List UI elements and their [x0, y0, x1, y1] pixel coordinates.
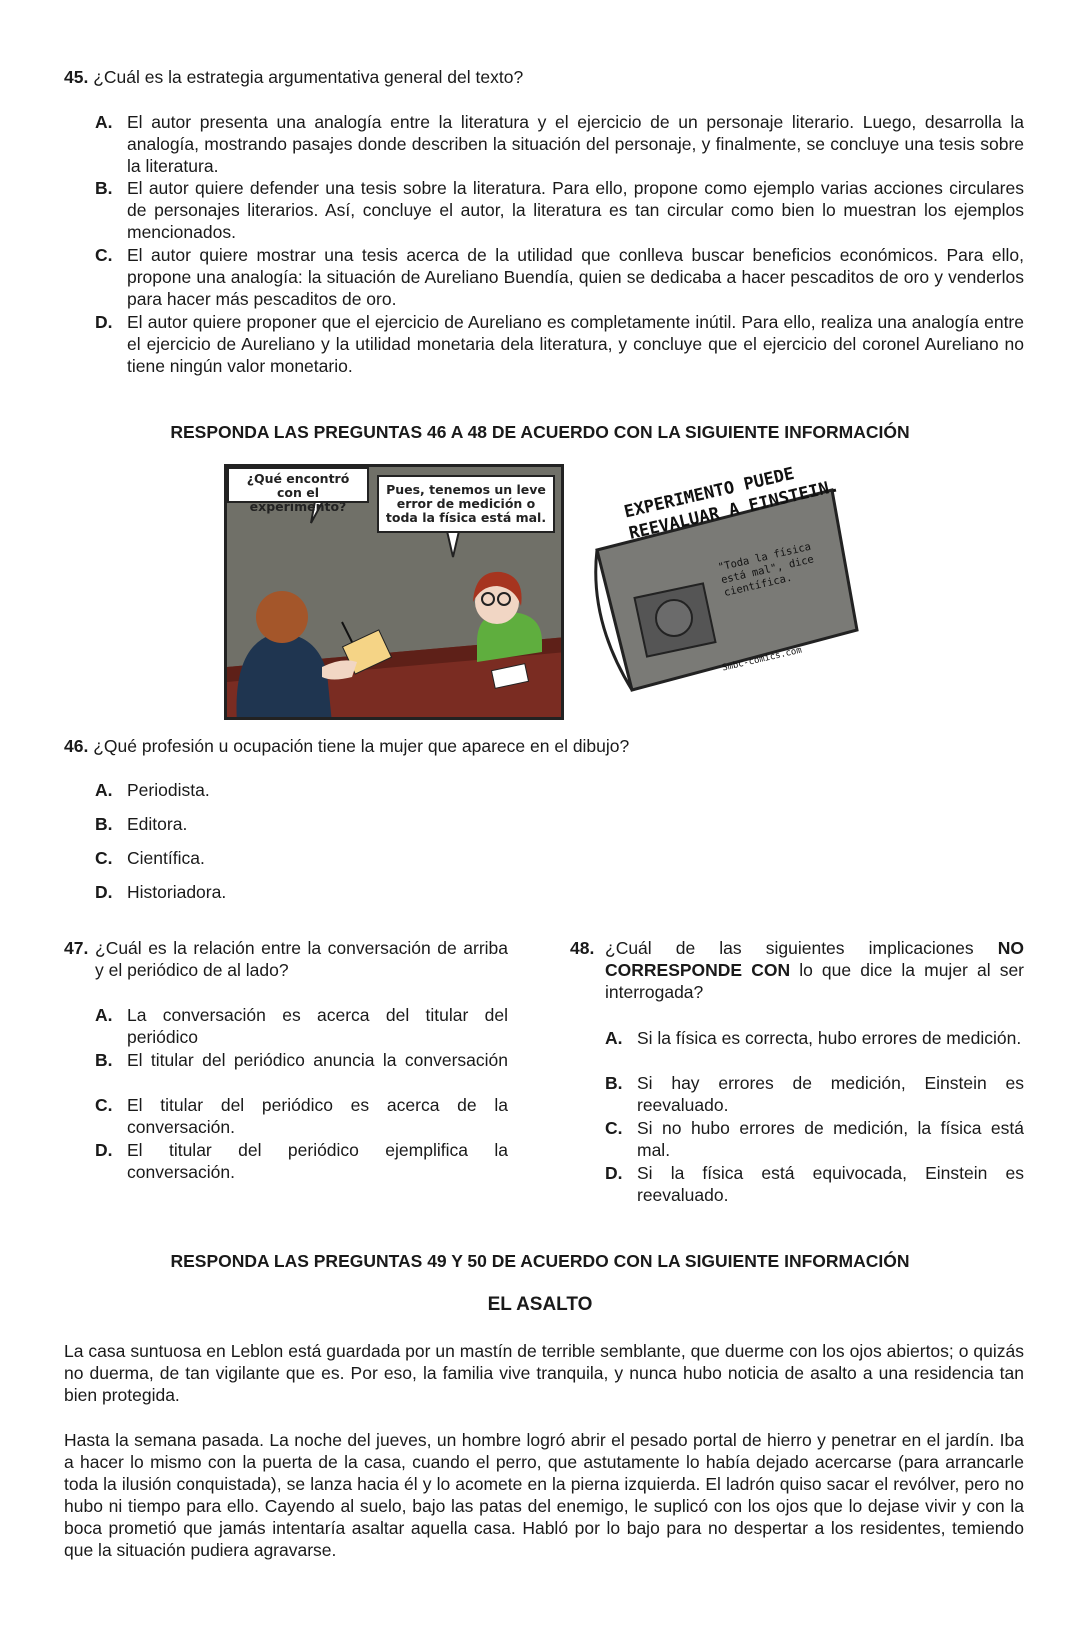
- newspaper-illustration: [592, 463, 862, 710]
- newspaper-quote: "Toda la física está mal", dice científica.: [717, 540, 816, 600]
- question-number: 45.: [64, 67, 89, 87]
- option-text: Historiadora.: [127, 882, 227, 902]
- option-46-c[interactable]: [95, 847, 495, 869]
- option-text: Periodista.: [127, 780, 210, 800]
- question-number: 46.: [64, 736, 89, 756]
- option-45-c[interactable]: [95, 244, 1024, 310]
- question-48: [570, 937, 1024, 1003]
- option-text: El autor quiere proponer que el ejercicio de Aureliano es completamente inútil. Para ello, realiza una analogía entre el ejercicio de Aureliano y la utilidad monetaria dela literatura, y concluye que el ejercicio del coronel Aureliano no tiene ningún valor monetario.: [127, 312, 1024, 376]
- option-47-c[interactable]: [95, 1094, 508, 1138]
- option-text: El autor presenta una analogía entre la literatura y el ejercicio de un personaje literario. Luego, desarrolla la analogía, mostrando pasajes donde describen la situación del personaje, y finalmente, se concluye una tesis sobre la literatura.: [127, 112, 1024, 176]
- section-heading-46-48: RESPONDA LAS PREGUNTAS 46 A 48 DE ACUERDO CON LA SIGUIENTE INFORMACIÓN: [170, 422, 910, 442]
- option-text: El titular del periódico es acerca de la conversación.: [127, 1095, 508, 1137]
- option-letter: D.: [95, 312, 113, 332]
- story-paragraph-2: Hasta la semana pasada. La noche del jueves, un hombre logró abrir el pesado portal de hierro y penetrar en el jardín. Iba a hacer lo mismo con la puerta de la casa, cuando el perro, que astutamente lo había dejado acercarse (para arrancarle toda la ilusión conquistada), se lanza hacia él y lo acomete en la pierna izquierda. El ladrón quiso sacar el revólver, pero no hubo ni tiempo para ello. Cayendo al suelo, bajo las patas del enemigo, le suplicó con los ojos que lo dejase vivir y con la boca prometió que jamás intentaría asaltar aquella casa. Habló por lo bajo para no despertar a los residentes, temiendo que la situación pudiera agravarse.: [64, 1430, 1024, 1560]
- option-45-d[interactable]: [95, 311, 1024, 377]
- comic-panel: [224, 464, 564, 720]
- option-45-b[interactable]: [95, 177, 1024, 243]
- option-46-a[interactable]: [95, 779, 495, 801]
- question-47: [64, 937, 508, 981]
- speech-bubble-reporter: ¿Qué encontró con el experimento?: [227, 467, 369, 503]
- option-48-b[interactable]: [605, 1072, 1024, 1116]
- option-text: Científica.: [127, 848, 205, 868]
- option-48-a[interactable]: [605, 1027, 1024, 1049]
- option-text: El titular del periódico ejemplifica la conversación.: [127, 1140, 508, 1182]
- option-45-a[interactable]: [95, 111, 1024, 177]
- option-text: Si no hubo errores de medición, la física está mal.: [637, 1118, 1024, 1160]
- section-heading-49-50: RESPONDA LAS PREGUNTAS 49 Y 50 DE ACUERDO CON LA SIGUIENTE INFORMACIÓN: [170, 1251, 910, 1271]
- option-letter: C.: [95, 245, 113, 265]
- option-letter: B.: [95, 1050, 113, 1070]
- story-paragraph-1: La casa suntuosa en Leblon está guardada por un mastín de terrible semblante, que duerme con los ojos abiertos; o quizás no duerma, de tan vigilante que es. Por eso, la familia vive tranquila, y nunca hubo noticia de asalto a una residencia tan bien protegida.: [64, 1341, 1024, 1405]
- option-text: El titular del periódico anuncia la conversación: [127, 1050, 508, 1070]
- option-letter: A.: [95, 1005, 113, 1025]
- option-47-b[interactable]: [95, 1049, 508, 1071]
- option-text: La conversación es acerca del titular del periódico: [127, 1005, 508, 1047]
- question-number: 48.: [570, 938, 595, 958]
- question-text: ¿Cuál de las siguientes implicaciones NO CORRESPONDE CON lo que dice la mujer al ser interrogada?: [605, 938, 1025, 1002]
- option-letter: B.: [95, 178, 113, 198]
- option-letter: C.: [95, 1095, 113, 1115]
- newspaper-headline: EXPERIMENTO PUEDE REEVALUAR A EINSTEIN.: [622, 463, 842, 544]
- option-46-b[interactable]: [95, 813, 495, 835]
- option-text: Si la física está equivocada, Einstein es reevaluado.: [637, 1163, 1024, 1205]
- option-letter: D.: [95, 882, 113, 902]
- option-letter: D.: [605, 1163, 623, 1183]
- question-46: [64, 735, 1024, 757]
- option-letter: A.: [95, 780, 113, 800]
- speech-bubble-scientist: Pues, tenemos un leve error de medición o toda la física está mal.: [377, 475, 555, 533]
- option-text: Si hay errores de medición, Einstein es reevaluado.: [637, 1073, 1024, 1115]
- option-text: Si la física es correcta, hubo errores de medición.: [637, 1028, 1022, 1048]
- option-letter: A.: [95, 112, 113, 132]
- option-48-d[interactable]: [605, 1162, 1024, 1206]
- option-47-d[interactable]: [95, 1139, 508, 1183]
- question-text: ¿Cuál es la estrategia argumentativa general del texto?: [93, 67, 524, 87]
- option-letter: D.: [95, 1140, 113, 1160]
- option-letter: B.: [605, 1073, 623, 1093]
- option-46-d[interactable]: [95, 881, 495, 903]
- comic-credit: Smbc-comics.com: [721, 645, 803, 674]
- option-48-c[interactable]: [605, 1117, 1024, 1161]
- option-text: El autor quiere mostrar una tesis acerca de la utilidad que conlleva buscar beneficios económicos. Para ello, propone una analogía: la situación de Aureliano Buendía, quien se dedicaba a hacer pescaditos de oro y venderlos para hacer más pescaditos de oro.: [127, 245, 1024, 309]
- question-number: 47.: [64, 938, 89, 958]
- option-letter: C.: [605, 1118, 623, 1138]
- question-text: ¿Cuál es la relación entre la conversación de arriba y el periódico de al lado?: [95, 938, 508, 980]
- option-47-a[interactable]: [95, 1004, 508, 1048]
- question-45: [64, 66, 1024, 88]
- story-title: EL ASALTO: [487, 1294, 593, 1315]
- option-letter: C.: [95, 848, 113, 868]
- option-text: El autor quiere defender una tesis sobre la literatura. Para ello, propone como ejemplo varias acciones circulares de personajes literarios. Así, concluye el autor, la literatura es tan circular como bien lo muestran los ejemplos mencionados.: [127, 178, 1024, 242]
- option-letter: B.: [95, 814, 113, 834]
- question-text: ¿Qué profesión u ocupación tiene la mujer que aparece en el dibujo?: [93, 736, 630, 756]
- option-letter: A.: [605, 1028, 623, 1048]
- option-text: Editora.: [127, 814, 188, 834]
